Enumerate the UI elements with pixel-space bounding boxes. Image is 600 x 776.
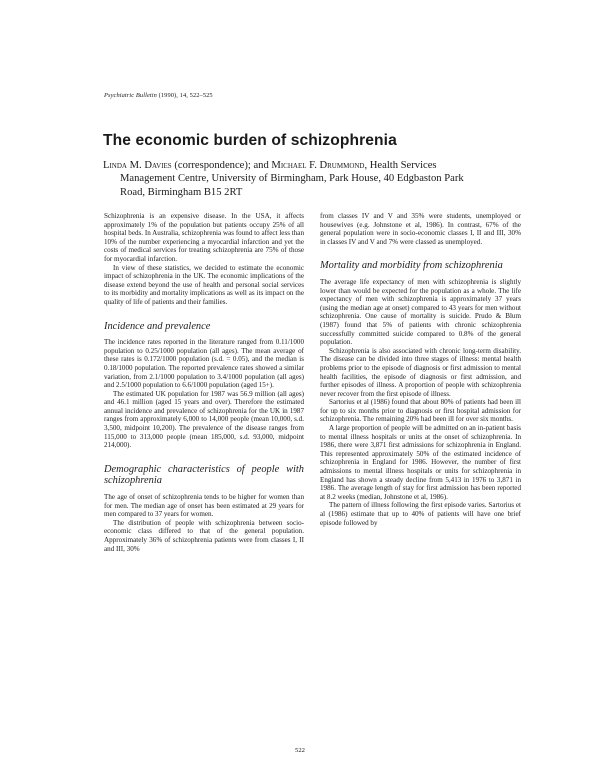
intro-paragraph-2: In view of these statistics, we decided to estimate the economic impact of schizophrenia in the UK. The economic implications of the disease extend beyond the use of health and personal social services to its morbidity and mortality implications as well as its impact on the quality of life of patients and their families. [104, 263, 304, 306]
left-column [104, 212, 304, 553]
author-block [103, 159, 523, 199]
incidence-paragraph-2: The estimated UK population for 1987 was 56.9 million (all ages) and 46.1 million (aged 15 years and over). Therefore the estimated annual incidence and prevalence of schizophrenia for the UK in 1987 ranges from approximately 6,000 to 14,000 people (mean 10,000, s.d. 3,500, midpoint 10,200). The prevalence of the disease ranges from 115,000 to 313,000 people (mean 185,000, s.d. 93,000, midpoint 214,000). [104, 389, 304, 450]
author-affiliation-line-2: Management Centre, University of Birmingham, Park House, 40 Edgbaston Park [120, 173, 464, 185]
section-heading-demographic: Demographic characteristics of people with schizophrenia [104, 463, 304, 487]
incidence-paragraph-1: The incidence rates reported in the literature ranged from 0.11/1000 population to 0.25/1000 population (all ages). The mean average of these rates is 0.172/1000 population (s.d. = 0.05), and the median is 0.18/1000 population. The reported prevalence rates showed a similar variation, from 2.1/1000 population to 3.4/1000 population (all ages) and 2.5/1000 population to 6.6/1000 population (aged 15+). [104, 338, 304, 390]
mortality-paragraph-5: The pattern of illness following the first episode varies. Sartorius et al (1986) estimate that up to 40% of patients will have one brief episode followed by [320, 501, 521, 527]
author-name-davies: Linda M. Davies [103, 160, 172, 171]
mortality-paragraph-3: Sartorius et al (1986) found that about 80% of patients had been ill for up to six months prior to diagnosis or first hospital admission for schizophrenia. The remaining 20% had been ill for over six months. [320, 398, 521, 424]
mortality-paragraph-1: The average life expectancy of men with schizophrenia is slightly lower than would be expected for the population as a whole. The life expectancy of men with schizophrenia is approximately 37 years (using the median age at onset) compared to 43 years for men without schizophrenia. One cause of mortality is suicide. Prudo & Blum (1987) found that 5% of patients with chronic schizophrenia successfully committed suicide compared to 0.8% of the general population. [320, 277, 521, 347]
continued-paragraph: from classes IV and V and 35% were students, unemployed or housewives (e.g. Johnstone et al, 1986). In contrast, 67% of the general population were in socio-economic classes I, II and III, 30% in classes IV and V and 7% were classed as unemployed. [320, 212, 521, 246]
intro-paragraph-1: Schizophrenia is an expensive disease. In the USA, it affects approximately 1% of the population but patients occupy 25% of all hospital beds. In Australia, schizophrenia was found to affect less than 10% of the number experiencing a myocardial infarction and yet the costs of medical services for treating schizophrenia are 75% of those for myocardial infarction. [104, 212, 304, 263]
demographic-paragraph-2: The distribution of people with schizophrenia between socio-economic class differed to that of the general population. Approximately 36% of schizophrenia patients were from classes I, II and III, 30% [104, 518, 304, 553]
author-line-1 [103, 159, 523, 172]
article-title: The economic burden of schizophrenia [103, 132, 397, 149]
author-affiliation-start: , Health Services [364, 160, 437, 171]
journal-citation [104, 92, 213, 99]
author-role: (correspondence); and [171, 160, 272, 171]
journal-volume-pages: (1990), 14, 522–525 [156, 92, 213, 99]
page-number: 522 [295, 747, 305, 754]
author-name-drummond: Michael F. Drummond [271, 160, 365, 171]
section-heading-incidence: Incidence and prevalence [104, 320, 211, 332]
mortality-paragraph-4: A large proportion of people will be admitted on an in-patient basis to mental illness hospitals or units at the onset of schizophrenia. In 1986, there were 3,871 first admissions for schizophrenia in England. This represented approximately 50% of the estimated incidence of schizophrenia in England for 1986. However, the number of first admissions to mental illness hospitals or units for schizophrenia in England has shown a steady decline from 5,413 in 1976 to 3,871 in 1986. The average length of stay for first admission has been reported at 8.2 weeks (median, Johnstone et al, 1986). [320, 424, 521, 501]
author-affiliation-line-3: Road, Birmingham B15 2RT [120, 186, 243, 198]
section-heading-mortality: Mortality and morbidity from schizophrenia [320, 260, 503, 272]
right-column [320, 212, 521, 527]
journal-name: Psychiatric Bulletin [104, 92, 157, 99]
mortality-paragraph-2: Schizophrenia is also associated with chronic long-term disability. The disease can be divided into three stages of illness: mental health problems prior to the episode of diagnosis or first admission to mental health facilities, the episode of diagnosis or first admission, and further episodes of illness. A proportion of people with schizophrenia never recover from the first episode of illness. [320, 346, 521, 398]
demographic-paragraph-1: The age of onset of schizophrenia tends to be higher for women than for men. The median age of onset has been estimated at 29 years for men compared to 37 years for women. [104, 493, 304, 519]
